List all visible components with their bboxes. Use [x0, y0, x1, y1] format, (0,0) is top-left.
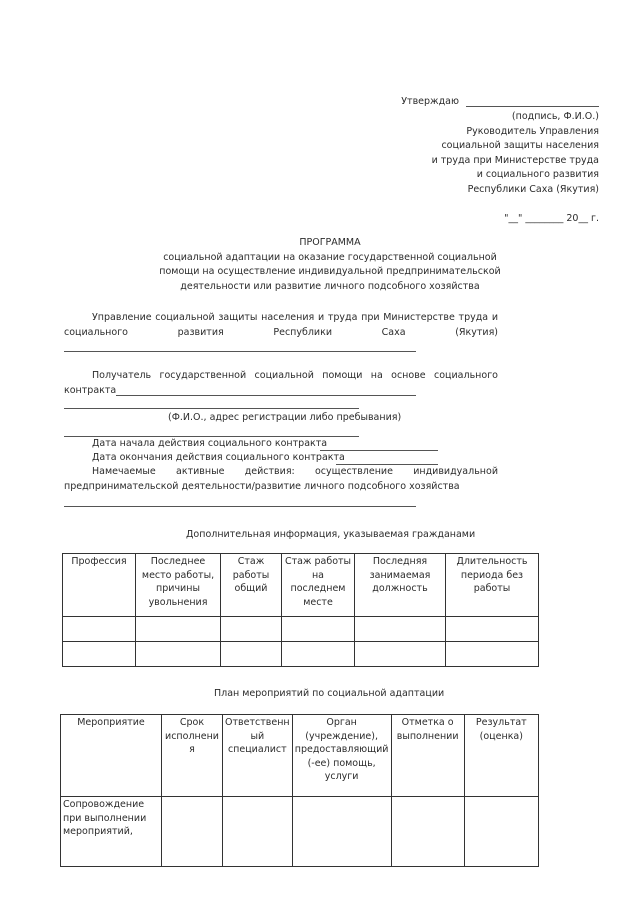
start-date-label: Дата начала действия социального контракта: [92, 438, 328, 449]
position-line-5: Республики Саха (Якутия): [467, 183, 599, 195]
signature-underline: [466, 106, 599, 107]
header-deadline: Срок исполнени я: [162, 715, 223, 797]
approve-line: [379, 95, 599, 110]
header-last-workplace: Последнее место работы, причины увольнения: [136, 554, 221, 617]
table-cell[interactable]: [355, 642, 446, 667]
table-header-row: [63, 554, 539, 617]
recipient-hint: (Ф.И.О., адрес регистрации либо пребывания): [168, 412, 402, 423]
recipient-paragraph: [64, 369, 498, 398]
table-cell[interactable]: [136, 642, 221, 667]
authority-line-2: социального развития Республики Саха (Якутия): [64, 326, 498, 338]
header-result: Результат (оценка): [464, 715, 538, 797]
approval-date: "__" ________ 20__ г.: [504, 212, 599, 224]
table-cell[interactable]: [464, 797, 538, 867]
actions-underline: [64, 506, 416, 507]
approval-block: [379, 95, 599, 226]
header-last-place-experience: Стаж работы на последнем месте: [282, 554, 355, 617]
table-cell[interactable]: [63, 617, 136, 642]
header-total-experience: Стаж работы общий: [221, 554, 282, 617]
approve-label: Утверждаю: [401, 96, 459, 107]
recipient-underline-1: [116, 395, 416, 396]
additional-info-table: [62, 553, 539, 667]
program-subtitle-2: помощи на осуществление индивидуальной предпринимательской: [159, 266, 501, 277]
header-completion-mark: Отметка о выполнении: [391, 715, 464, 797]
table-cell[interactable]: [221, 642, 282, 667]
table-cell[interactable]: [221, 617, 282, 642]
activity-cell[interactable]: Сопровождение при выполнении мероприятий,: [61, 797, 162, 867]
table-cell[interactable]: [391, 797, 464, 867]
header-profession: Профессия: [63, 554, 136, 617]
header-last-position: Последняя занимаемая должность: [355, 554, 446, 617]
position-line-1: Руководитель Управления: [466, 125, 599, 137]
table-cell[interactable]: [355, 617, 446, 642]
table-row: [63, 617, 539, 642]
table1-caption: Дополнительная информация, указываемая гражданами: [186, 529, 476, 540]
header-organization: Орган (учреждение), предоставляющий (-ее) помощь, услуги: [292, 715, 391, 797]
table-cell[interactable]: [63, 642, 136, 667]
program-heading: [90, 236, 570, 294]
program-title: ПРОГРАММА: [299, 237, 361, 248]
table2-caption: План мероприятий по социальной адаптации: [214, 688, 445, 699]
authority-underline: [64, 351, 416, 352]
recipient-underline-2: [64, 408, 359, 409]
position-line-3: и труда при Министерстве труда: [431, 154, 599, 166]
table-row: [61, 797, 539, 867]
header-unemployment-period: Длительность периода без работы: [446, 554, 539, 617]
authority-line-1: Управление социальной защиты населения и труда при Министерстве труда и: [92, 312, 498, 323]
table-cell[interactable]: [136, 617, 221, 642]
signature-hint: (подпись, Ф.И.О.): [511, 111, 599, 122]
table-cell[interactable]: [162, 797, 223, 867]
authority-paragraph: [64, 311, 498, 340]
recipient-contract-label: контракта: [64, 384, 117, 396]
table-cell[interactable]: [292, 797, 391, 867]
table-header-row: [61, 715, 539, 797]
actions-paragraph: [64, 465, 498, 494]
program-subtitle-1: социальной адаптации на оказание государственной социальной: [163, 251, 497, 263]
position-line-4: и социального развития: [476, 169, 599, 181]
adaptation-plan-table: [60, 714, 539, 867]
header-activity: Мероприятие: [61, 715, 162, 797]
recipient-line-2: [64, 384, 498, 399]
table-cell[interactable]: [282, 617, 355, 642]
table-cell[interactable]: [446, 642, 539, 667]
table-cell[interactable]: [282, 642, 355, 667]
actions-line-1: Намечаемые активные действия: осуществление индивидуальной: [92, 466, 498, 477]
position-line-2: социальной защиты населения: [441, 140, 599, 152]
program-subtitle-3: деятельности или развитие личного подсобного хозяйства: [180, 280, 480, 292]
table-row: [63, 642, 539, 667]
table-cell[interactable]: [223, 797, 293, 867]
recipient-line-1: Получатель государственной социальной помощи на основе социального: [92, 370, 498, 381]
end-date-label: Дата окончания действия социального контракта: [92, 452, 345, 463]
header-responsible: Ответственн ый специалист: [223, 715, 293, 797]
actions-line-2: предпринимательской деятельности/развитие личного подсобного хозяйства: [64, 480, 460, 492]
table-cell[interactable]: [446, 617, 539, 642]
